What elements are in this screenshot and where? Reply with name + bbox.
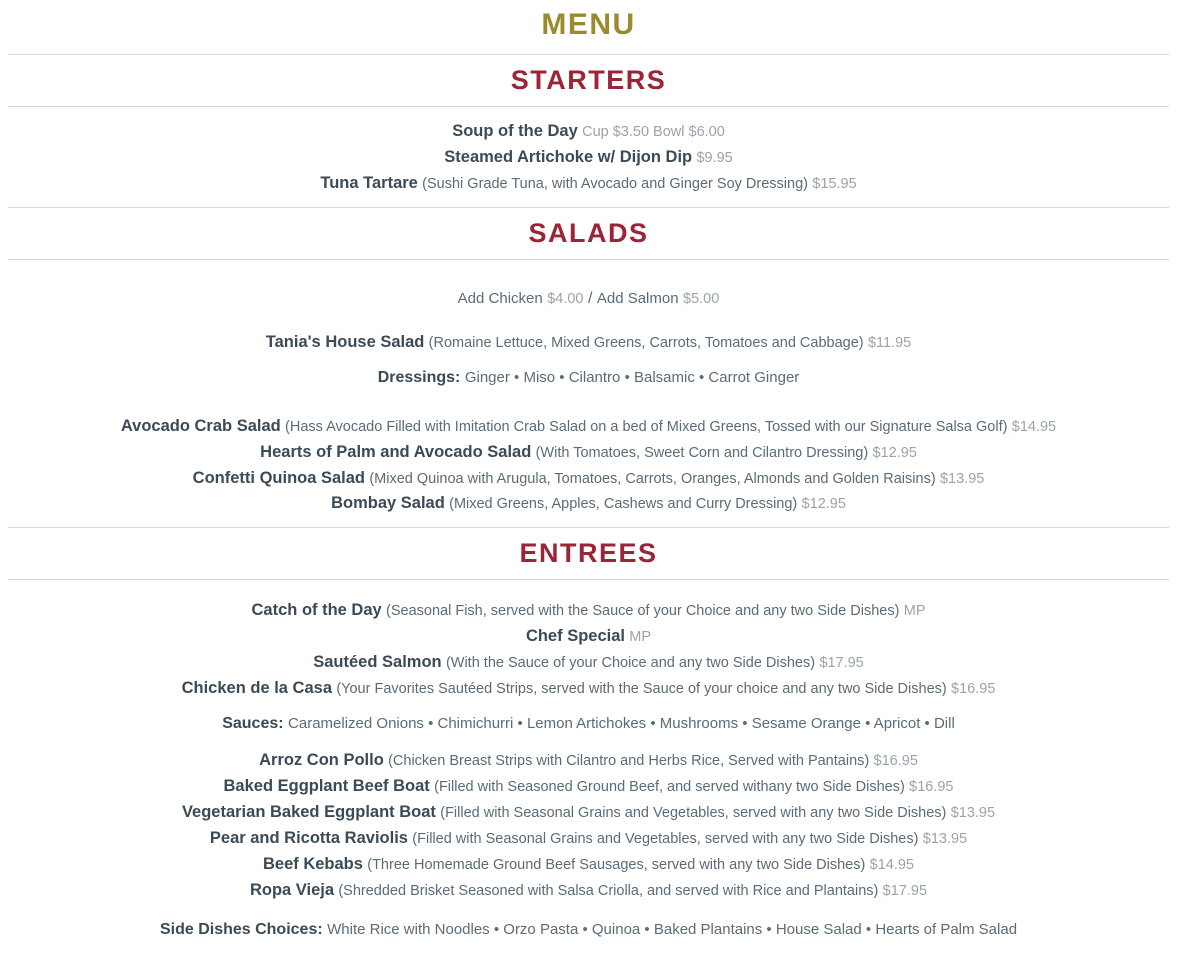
item-name: Confetti Quinoa Salad: [192, 468, 366, 487]
menu-item: [10, 491, 1167, 517]
item-name: Vegetarian Baked Eggplant Boat: [181, 802, 436, 821]
addons-divider: /: [587, 289, 593, 307]
divider: [8, 207, 1169, 208]
menu-item: [10, 119, 1167, 145]
item-price: $12.95: [872, 444, 917, 461]
add-chicken-label: Add Chicken: [457, 289, 543, 307]
item-name: Bombay Salad: [331, 494, 445, 513]
menu-item: [0, 598, 1177, 624]
spacer: [0, 312, 1177, 330]
item-name: Steamed Artichoke w/ Dijon Dip: [444, 147, 693, 166]
item-price: $15.95: [812, 175, 857, 192]
item-name: Ropa Vieja: [249, 880, 335, 899]
menu-item: [10, 171, 1167, 197]
item-price: $16.95: [873, 753, 918, 770]
section-title-starters: STARTERS: [510, 65, 667, 95]
item-name: Chef Special: [525, 627, 625, 646]
spacer: [0, 580, 1177, 598]
item-description: (Mixed Quinoa with Arugula, Tomatoes, Carrots, Oranges, Almonds and Golden Raisins): [369, 470, 936, 487]
dressings-row: [0, 356, 1177, 392]
section-title-salads: SALADS: [528, 217, 649, 248]
item-price: $14.95: [869, 856, 914, 873]
item-description: (Romaine Lettuce, Mixed Greens, Carrots, Tomatoes and Cabbage): [428, 334, 864, 351]
menu-item: [0, 330, 1177, 356]
item-name: Sautéed Salmon: [313, 653, 442, 672]
menu-item: [10, 414, 1167, 440]
side-dishes-options: White Rice with Noodles • Orzo Pasta • Quinoa • Baked Plantains • House Salad • Hearts of Palm Salad: [327, 920, 1018, 938]
menu-item: [0, 774, 1177, 800]
starters-items: [0, 107, 1177, 207]
menu-item: [10, 466, 1167, 492]
sauces-label: Sauces:: [222, 715, 284, 733]
add-chicken-price: $4.00: [547, 290, 584, 307]
dressings-options: Ginger • Miso • Cilantro • Balsamic • Carrot Ginger: [464, 368, 800, 386]
side-dishes-row: [0, 904, 1177, 948]
item-price: $17.95: [819, 655, 864, 672]
item-description: (Shredded Brisket Seasoned with Salsa Criolla, and served with Rice and Plantains): [338, 882, 879, 899]
spacer: [0, 392, 1177, 402]
menu-item: [0, 650, 1177, 676]
add-salmon-label: Add Salmon: [596, 289, 679, 307]
item-name: Soup of the Day: [452, 122, 578, 140]
spacer: [0, 738, 1177, 748]
item-price: $17.95: [882, 882, 928, 899]
item-name: Beef Kebabs: [262, 854, 363, 873]
menu-item: [0, 748, 1177, 774]
item-description: (With Tomatoes, Sweet Corn and Cilantro Dressing): [535, 444, 869, 461]
side-dishes-label: Side Dishes Choices:: [159, 920, 323, 938]
item-price: $11.95: [867, 334, 912, 351]
menu-item: [0, 878, 1177, 904]
item-price: MP: [903, 603, 926, 620]
item-price: $9.95: [696, 149, 733, 166]
divider: [8, 527, 1169, 528]
divider: [8, 54, 1169, 55]
item-name: Tania's House Salad: [265, 332, 425, 351]
item-name: Chicken de la Casa: [181, 679, 332, 698]
item-description: (Sushi Grade Tuna, with Avocado and Ginger Soy Dressing): [422, 175, 808, 192]
item-name: Arroz Con Pollo: [259, 751, 384, 770]
menu-item: [0, 676, 1177, 702]
item-price: MP: [629, 629, 652, 646]
item-price: $13.95: [950, 804, 996, 821]
item-name: Baked Eggplant Beef Boat: [223, 776, 430, 795]
item-name: Catch of the Day: [251, 601, 382, 620]
spacer: [0, 260, 1177, 278]
item-description: (Filled with Seasonal Grains and Vegetables, served with any two Side Dishes): [440, 804, 947, 821]
entrees-items-bottom: [0, 748, 1177, 904]
item-name: Hearts of Palm and Avocado Salad: [260, 442, 532, 461]
entrees-items-top: [0, 598, 1177, 702]
item-name: Pear and Ricotta Raviolis: [209, 828, 408, 847]
item-price: $13.95: [939, 470, 985, 487]
menu-item: [0, 800, 1177, 826]
dressings-label: Dressings:: [377, 368, 461, 386]
salad-addons: [0, 278, 1177, 312]
item-description: (Chicken Breast Strips with Cilantro and Herbs Rice, Served with Pantains): [388, 753, 870, 770]
item-description: (Hass Avocado Filled with Imitation Crab Salad on a bed of Mixed Greens, Tossed with our Signature Salsa Golf): [285, 418, 1008, 435]
menu-item: [0, 852, 1177, 878]
item-description: (Filled with Seasonal Grains and Vegetables, served with any two Side Dishes): [412, 830, 919, 847]
item-description: (Filled with Seasoned Ground Beef, and served withany two Side Dishes): [434, 778, 905, 795]
item-description: (Three Homemade Ground Beef Sausages, served with any two Side Dishes): [367, 856, 866, 873]
menu-item: [10, 145, 1167, 171]
item-description: (With the Sauce of your Choice and any two Side Dishes): [445, 655, 816, 672]
item-price: $13.95: [922, 830, 968, 847]
item-name: Tuna Tartare: [320, 173, 418, 192]
item-description: (Mixed Greens, Apples, Cashews and Curry Dressing): [449, 496, 798, 513]
page-title: MENU: [541, 8, 636, 41]
salads-items: [0, 402, 1177, 528]
sauces-row: [0, 702, 1177, 738]
item-description: (Your Favorites Sautéed Strips, served with the Sauce of your choice and any two Side Dishes): [336, 681, 947, 698]
item-description: (Seasonal Fish, served with the Sauce of your Choice and any two Side Dishes): [386, 603, 900, 620]
item-price: $16.95: [951, 681, 996, 698]
section-title-entrees: ENTREES: [519, 538, 658, 569]
menu-item: [0, 624, 1177, 650]
menu-item: [0, 826, 1177, 852]
add-salmon-price: $5.00: [683, 290, 720, 307]
item-name: Avocado Crab Salad: [120, 416, 281, 435]
item-price: $12.95: [801, 496, 846, 513]
item-price: Cup $3.50 Bowl $6.00: [582, 124, 725, 140]
sauces-options: Caramelized Onions • Chimichurri • Lemon Artichokes • Mushrooms • Sesame Orange • Apricot • Dill: [288, 715, 955, 733]
menu-item: [10, 440, 1167, 466]
menu-page: [0, 8, 1177, 948]
item-price: $14.95: [1011, 418, 1057, 435]
item-price: $16.95: [909, 778, 954, 795]
